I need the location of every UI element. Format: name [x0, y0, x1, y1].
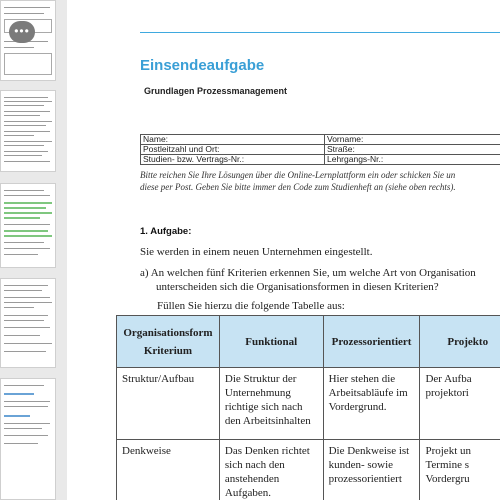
- header-prozessorientiert: Prozessorientiert: [323, 316, 420, 368]
- page-thumbnail-4[interactable]: [0, 278, 56, 368]
- question-a: [140, 266, 476, 294]
- cell-prozessorientiert[interactable]: Hier stehen die Arbeitsabläufe im Vordergrund.: [323, 368, 420, 440]
- cell-projektorientiert[interactable]: Projekt un Termine s Vordergru: [420, 440, 500, 500]
- thumbnail-sidebar: [0, 0, 67, 500]
- cell-prozessorientiert[interactable]: Die Denkweise ist kunden- sowie prozessorientiert: [323, 440, 420, 500]
- form-cell-vertrags-nr: Studien- bzw. Vertrags-Nr.:: [141, 155, 325, 165]
- page-thumbnail-3[interactable]: [0, 183, 56, 268]
- question-a-line-1: a) An welchen fünf Kriterien erkennen Sie, um welche Art von Organisation: [140, 267, 476, 279]
- form-row: [141, 145, 500, 155]
- table-row: [117, 368, 500, 440]
- organisation-table: [116, 315, 500, 500]
- header-projektorientiert: Projekto: [420, 316, 500, 368]
- more-options-button[interactable]: •••: [9, 21, 35, 43]
- form-cell-plz-ort: Postleitzahl und Ort:: [141, 145, 325, 155]
- cell-projektorientiert[interactable]: Der Aufba projektori: [420, 368, 500, 440]
- form-row: [141, 155, 500, 165]
- document-subtitle: Grundlagen Prozessmanagement: [144, 86, 288, 96]
- question-a-line-2: unterscheiden sich die Organisationsformen in diesen Kriterien?: [156, 281, 439, 293]
- header-kriterium: Kriterium: [143, 344, 193, 357]
- header-organisationsform-kriterium: [117, 316, 220, 368]
- task-intro: Sie werden in einem neuen Unternehmen eingestellt.: [140, 246, 373, 258]
- page-thumbnail-2[interactable]: [0, 90, 56, 172]
- form-cell-vorname: Vorname:: [325, 135, 500, 145]
- task-heading: 1. Aufgabe:: [140, 226, 192, 237]
- personal-data-form: [140, 134, 500, 165]
- document-page: [67, 0, 500, 500]
- cell-criterion: Denkweise: [117, 440, 220, 500]
- cell-funktional[interactable]: Das Denken richtet sich nach den anstehenden Aufgaben.: [219, 440, 323, 500]
- header-accent-line: [140, 32, 500, 33]
- form-cell-strasse: Straße:: [325, 145, 500, 155]
- submission-note-line-1: Bitte reichen Sie Ihre Lösungen über die Online-Lernplattform ein oder schicken Sie un: [140, 170, 456, 180]
- table-row: [117, 440, 500, 500]
- cell-funktional[interactable]: Die Struktur der Unternehmung richtige sich nach den Arbeitsinhalten: [219, 368, 323, 440]
- document-title: Einsendeaufgabe: [140, 57, 265, 74]
- fill-instruction: Füllen Sie hierzu die folgende Tabelle aus:: [157, 300, 345, 312]
- table-header-row: [117, 316, 500, 368]
- form-cell-name: Name:: [141, 135, 325, 145]
- submission-note: [140, 169, 500, 193]
- form-row: [141, 135, 500, 145]
- header-organisationsform: Organisationsform: [123, 326, 213, 339]
- cell-criterion: Struktur/Aufbau: [117, 368, 220, 440]
- submission-note-line-2: diese per Post. Geben Sie bitte immer den Code zum Studienheft an (siehe oben rechts).: [140, 182, 456, 192]
- form-cell-lehrgangs-nr: Lehrgangs-Nr.:: [325, 155, 500, 165]
- page-thumbnail-5[interactable]: [0, 378, 56, 500]
- header-funktional: Funktional: [219, 316, 323, 368]
